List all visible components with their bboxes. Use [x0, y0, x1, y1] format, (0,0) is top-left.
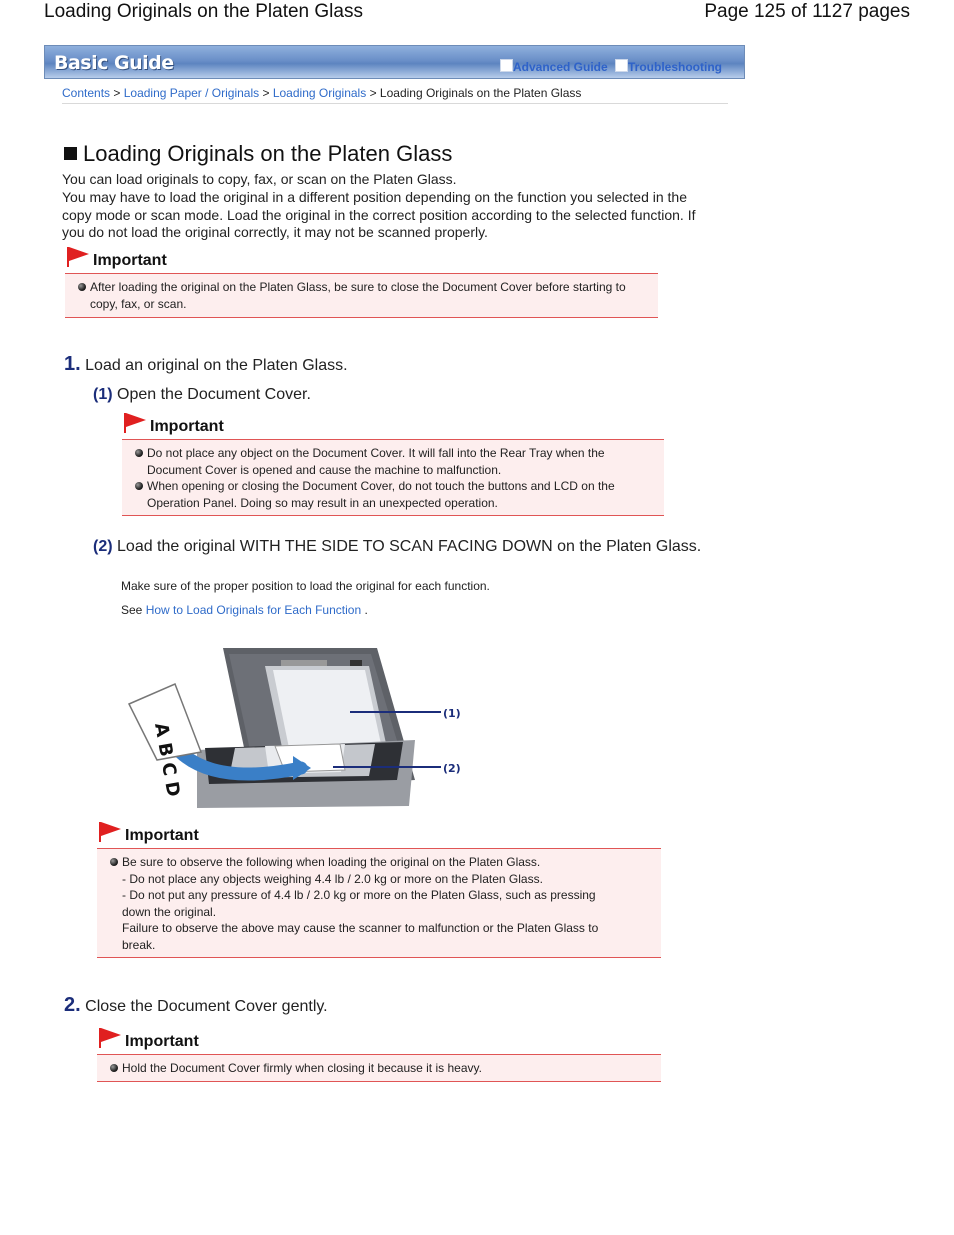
step-1: [64, 353, 348, 376]
important-heading: Important: [66, 246, 167, 270]
important-box: [97, 1054, 661, 1082]
breadcrumb-contents[interactable]: Contents: [62, 86, 111, 100]
important-item: Be sure to observe the following when loading the original on the Platen Glass.: [109, 854, 621, 871]
document-title: Loading Originals on the Platen Glass: [44, 1, 363, 22]
important-item: Do not place any object on the Document Cover. It will fall into the Rear Tray when the Document Cover is opened and cause the machine to malfunction.: [134, 445, 644, 478]
important-box: [122, 439, 664, 516]
troubleshooting-link[interactable]: Troubleshooting: [615, 59, 722, 74]
important-box: [65, 273, 658, 318]
advanced-guide-link[interactable]: Advanced Guide: [500, 59, 608, 74]
basic-guide-title: Basic Guide: [54, 52, 174, 74]
important-item: Hold the Document Cover firmly when closing it because it is heavy.: [109, 1060, 641, 1077]
svg-text:A B C D: A B C D: [150, 721, 184, 799]
red-flag-icon: [123, 412, 147, 434]
important-box: [97, 848, 661, 958]
page-title: Loading Originals on the Platen Glass: [64, 141, 452, 167]
red-flag-icon: [98, 1027, 122, 1049]
step-number: 1.: [64, 353, 81, 375]
substep-note: Make sure of the proper position to load the original for each function.: [121, 579, 490, 593]
see-reference: See How to Load Originals for Each Function .: [121, 603, 368, 617]
guide-banner: [44, 45, 745, 79]
red-flag-icon: [98, 821, 122, 843]
intro-paragraph-1: You can load originals to copy, fax, or scan on the Platen Glass.: [62, 171, 457, 187]
step-number: 2.: [64, 994, 81, 1016]
advanced-guide-icon: [500, 59, 513, 72]
breadcrumb: Contents > Loading Paper / Originals > Loading Originals > Loading Originals on the Platen Glass: [62, 86, 728, 104]
important-subitem: - Do not put any pressure of 4.4 lb / 2.0 kg or more on the Platen Glass, such as pressing down the original.: [122, 888, 596, 919]
important-item: After loading the original on the Platen Glass, be sure to close the Document Cover before starting to copy, fax, or scan.: [77, 279, 638, 312]
troubleshooting-icon: [615, 59, 628, 72]
platen-glass-illustration: [125, 640, 465, 810]
how-to-load-link[interactable]: How to Load Originals for Each Function: [145, 603, 362, 617]
breadcrumb-loading-originals[interactable]: Loading Originals: [272, 86, 367, 100]
page-counter: Page 125 of 1127 pages: [704, 1, 910, 22]
step-2: [64, 994, 328, 1017]
important-subitem: - Do not place any objects weighing 4.4 lb / 2.0 kg or more on the Platen Glass.: [122, 871, 543, 886]
substep-2: (2) Load the original WITH THE SIDE TO SCAN FACING DOWN on the Platen Glass.: [93, 538, 702, 555]
breadcrumb-current: Loading Originals on the Platen Glass: [379, 86, 582, 100]
step-text: Load an original on the Platen Glass.: [85, 357, 348, 374]
important-heading: Important: [98, 1027, 199, 1051]
important-heading: Important: [98, 821, 199, 845]
important-item: When opening or closing the Document Cover, do not touch the buttons and LCD on the Operation Panel. Doing so may result in an unexpected operation.: [134, 478, 644, 511]
breadcrumb-loading-paper[interactable]: Loading Paper / Originals: [123, 86, 260, 100]
substep-1: (1) Open the Document Cover.: [93, 386, 311, 403]
important-subitem: Failure to observe the above may cause the scanner to malfunction or the Platen Glass to break.: [122, 921, 599, 952]
important-heading: Important: [123, 412, 224, 436]
callout-label-1: (1): [443, 707, 461, 720]
callout-label-2: (2): [443, 762, 461, 775]
square-bullet-icon: [64, 147, 77, 160]
intro-paragraph-2: You may have to load the original in a different position depending on the function you selected in the copy mode or scan mode. Load the original in the correct position according to the selected function. If you do not load the original correctly, it may not be scanned properly.: [62, 189, 696, 240]
red-flag-icon: [66, 246, 90, 268]
step-text: Close the Document Cover gently.: [85, 998, 328, 1015]
